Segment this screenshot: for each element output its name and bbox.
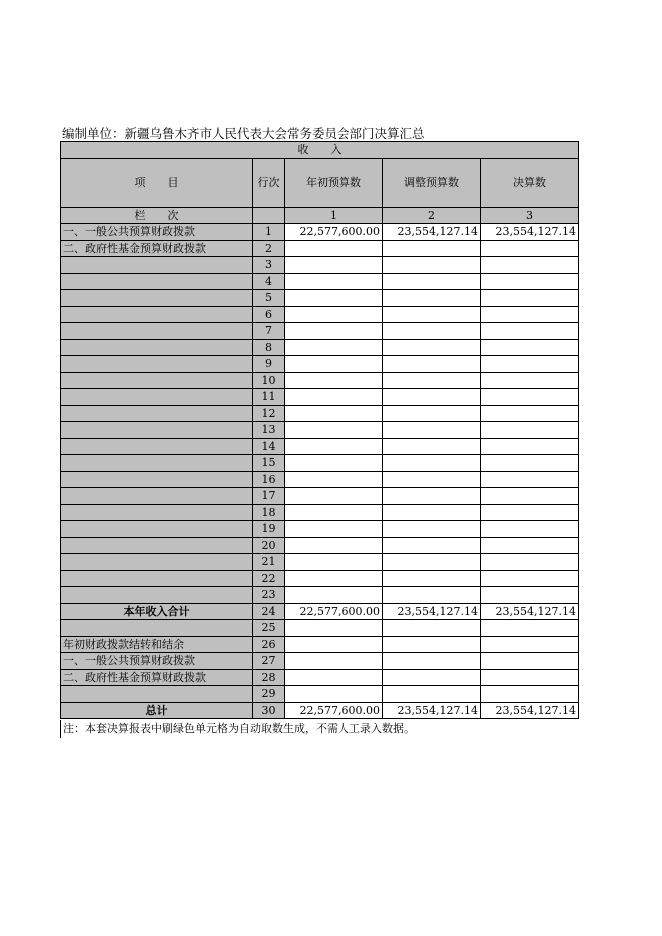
row-adjusted-budget[interactable] — [383, 273, 481, 290]
index-row-line-no — [253, 207, 285, 224]
row-adjusted-budget[interactable] — [383, 240, 481, 257]
row-adjusted-budget[interactable] — [383, 257, 481, 274]
row-initial-budget[interactable] — [285, 653, 383, 670]
row-line-no: 10 — [253, 372, 285, 389]
row-label — [61, 290, 253, 307]
table-row — [61, 240, 579, 257]
table-row — [61, 438, 579, 455]
row-line-no: 11 — [253, 389, 285, 406]
row-line-no: 3 — [253, 257, 285, 274]
row-initial-budget[interactable] — [285, 405, 383, 422]
table-row — [61, 339, 579, 356]
row-label — [61, 422, 253, 439]
row-final-account[interactable]: 23,554,127.14 — [481, 603, 579, 620]
row-label — [61, 620, 253, 637]
row-initial-budget[interactable] — [285, 504, 383, 521]
row-line-no: 17 — [253, 488, 285, 505]
reporting-unit-line: 编制单位：新疆乌鲁木齐市人民代表大会常务委员会部门决算汇总 — [62, 126, 425, 141]
row-final-account[interactable] — [481, 273, 579, 290]
section-header-income: 收 入 — [61, 142, 579, 159]
row-final-account[interactable] — [481, 587, 579, 604]
row-initial-budget[interactable] — [285, 389, 383, 406]
table-row — [61, 471, 579, 488]
header-adjusted-budget: 调整预算数 — [383, 158, 481, 207]
table-row — [61, 422, 579, 439]
row-line-no: 18 — [253, 504, 285, 521]
row-final-account[interactable] — [481, 290, 579, 307]
row-final-account[interactable] — [481, 686, 579, 703]
row-label — [61, 257, 253, 274]
row-initial-budget[interactable] — [285, 438, 383, 455]
row-adjusted-budget[interactable] — [383, 636, 481, 653]
row-label — [61, 488, 253, 505]
table-row — [61, 653, 579, 670]
row-label: 二、政府性基金预算财政拨款 — [61, 669, 253, 686]
row-label — [61, 554, 253, 571]
row-adjusted-budget[interactable] — [383, 306, 481, 323]
header-item: 项 目 — [61, 158, 253, 207]
index-row-col1: 1 — [285, 207, 383, 224]
row-final-account[interactable] — [481, 653, 579, 670]
row-initial-budget[interactable] — [285, 306, 383, 323]
row-final-account[interactable]: 23,554,127.14 — [481, 702, 579, 719]
table-row — [61, 686, 579, 703]
row-initial-budget[interactable] — [285, 356, 383, 373]
row-adjusted-budget[interactable] — [383, 323, 481, 340]
row-initial-budget[interactable] — [285, 323, 383, 340]
row-initial-budget[interactable] — [285, 620, 383, 637]
row-label — [61, 587, 253, 604]
row-initial-budget[interactable] — [285, 636, 383, 653]
index-row-col3: 3 — [481, 207, 579, 224]
row-line-no: 22 — [253, 570, 285, 587]
row-label: 一、一般公共预算财政拨款 — [61, 224, 253, 241]
row-final-account[interactable] — [481, 504, 579, 521]
row-initial-budget[interactable] — [285, 537, 383, 554]
table-row — [61, 669, 579, 686]
row-initial-budget[interactable] — [285, 257, 383, 274]
row-adjusted-budget[interactable] — [383, 405, 481, 422]
row-adjusted-budget[interactable] — [383, 570, 481, 587]
table-row — [61, 455, 579, 472]
row-label — [61, 438, 253, 455]
row-label: 年初财政拨款结转和结余 — [61, 636, 253, 653]
row-line-no: 16 — [253, 471, 285, 488]
row-adjusted-budget[interactable]: 23,554,127.14 — [383, 224, 481, 241]
row-final-account[interactable] — [481, 257, 579, 274]
row-label — [61, 471, 253, 488]
row-final-account[interactable] — [481, 669, 579, 686]
table-row — [61, 273, 579, 290]
row-initial-budget[interactable]: 22,577,600.00 — [285, 603, 383, 620]
row-label — [61, 356, 253, 373]
row-label — [61, 339, 253, 356]
row-line-no: 24 — [253, 603, 285, 620]
table-row — [61, 405, 579, 422]
row-line-no: 27 — [253, 653, 285, 670]
row-final-account[interactable] — [481, 488, 579, 505]
row-line-no: 20 — [253, 537, 285, 554]
row-line-no: 12 — [253, 405, 285, 422]
table-row — [61, 521, 579, 538]
header-line-no: 行次 — [253, 158, 285, 207]
row-adjusted-budget[interactable]: 23,554,127.14 — [383, 603, 481, 620]
row-adjusted-budget[interactable] — [383, 438, 481, 455]
row-label — [61, 389, 253, 406]
row-adjusted-budget[interactable] — [383, 669, 481, 686]
table-row — [61, 620, 579, 637]
row-line-no: 8 — [253, 339, 285, 356]
row-final-account[interactable] — [481, 438, 579, 455]
row-adjusted-budget[interactable] — [383, 471, 481, 488]
table-row — [61, 504, 579, 521]
row-initial-budget[interactable] — [285, 686, 383, 703]
row-initial-budget[interactable] — [285, 372, 383, 389]
row-line-no: 23 — [253, 587, 285, 604]
row-line-no: 5 — [253, 290, 285, 307]
index-row-col2: 2 — [383, 207, 481, 224]
row-initial-budget[interactable] — [285, 554, 383, 571]
row-label — [61, 306, 253, 323]
row-final-account[interactable] — [481, 323, 579, 340]
row-final-account[interactable] — [481, 405, 579, 422]
row-line-no: 1 — [253, 224, 285, 241]
row-initial-budget[interactable]: 22,577,600.00 — [285, 702, 383, 719]
row-final-account[interactable] — [481, 240, 579, 257]
table-row — [61, 554, 579, 571]
row-label — [61, 570, 253, 587]
footnote: 注：本套决算报表中刷绿色单元格为自动取数生成，不需人工录入数据。 — [60, 720, 415, 738]
table-row — [61, 323, 579, 340]
row-label — [61, 405, 253, 422]
row-adjusted-budget[interactable] — [383, 554, 481, 571]
row-adjusted-budget[interactable] — [383, 422, 481, 439]
row-initial-budget[interactable] — [285, 521, 383, 538]
row-final-account[interactable] — [481, 471, 579, 488]
row-final-account[interactable] — [481, 306, 579, 323]
row-adjusted-budget[interactable] — [383, 504, 481, 521]
row-adjusted-budget[interactable] — [383, 339, 481, 356]
row-adjusted-budget[interactable] — [383, 653, 481, 670]
row-label: 本年收入合计 — [61, 603, 253, 620]
row-label — [61, 537, 253, 554]
row-final-account[interactable] — [481, 455, 579, 472]
row-label — [61, 273, 253, 290]
row-initial-budget[interactable] — [285, 455, 383, 472]
row-label — [61, 455, 253, 472]
income-report-table — [60, 141, 579, 719]
row-label: 总计 — [61, 702, 253, 719]
table-row — [61, 257, 579, 274]
table-row — [61, 290, 579, 307]
index-row-label: 栏 次 — [61, 207, 253, 224]
table-row — [61, 372, 579, 389]
row-adjusted-budget[interactable]: 23,554,127.14 — [383, 702, 481, 719]
row-final-account[interactable] — [481, 636, 579, 653]
table-row — [61, 356, 579, 373]
row-label: 二、政府性基金预算财政拨款 — [61, 240, 253, 257]
row-final-account[interactable] — [481, 554, 579, 571]
table-row — [61, 488, 579, 505]
row-final-account[interactable] — [481, 339, 579, 356]
row-label — [61, 521, 253, 538]
row-line-no: 15 — [253, 455, 285, 472]
row-adjusted-budget[interactable] — [383, 537, 481, 554]
table-row — [61, 603, 579, 620]
row-line-no: 13 — [253, 422, 285, 439]
row-final-account[interactable] — [481, 389, 579, 406]
row-initial-budget[interactable] — [285, 669, 383, 686]
row-final-account[interactable] — [481, 521, 579, 538]
row-label: 一、一般公共预算财政拨款 — [61, 653, 253, 670]
row-initial-budget[interactable] — [285, 488, 383, 505]
row-line-no: 26 — [253, 636, 285, 653]
row-line-no: 2 — [253, 240, 285, 257]
report-body — [61, 142, 579, 719]
row-final-account[interactable] — [481, 620, 579, 637]
row-adjusted-budget[interactable] — [383, 455, 481, 472]
row-label — [61, 372, 253, 389]
row-initial-budget[interactable] — [285, 339, 383, 356]
row-label — [61, 323, 253, 340]
header-initial-budget: 年初预算数 — [285, 158, 383, 207]
row-adjusted-budget[interactable] — [383, 488, 481, 505]
row-adjusted-budget[interactable] — [383, 620, 481, 637]
row-adjusted-budget[interactable] — [383, 587, 481, 604]
row-final-account[interactable] — [481, 537, 579, 554]
row-line-no: 29 — [253, 686, 285, 703]
row-line-no: 30 — [253, 702, 285, 719]
row-final-account[interactable]: 23,554,127.14 — [481, 224, 579, 241]
row-final-account[interactable] — [481, 372, 579, 389]
row-adjusted-budget[interactable] — [383, 521, 481, 538]
row-line-no: 14 — [253, 438, 285, 455]
row-label — [61, 686, 253, 703]
row-initial-budget[interactable] — [285, 290, 383, 307]
row-label — [61, 504, 253, 521]
table-row — [61, 570, 579, 587]
row-initial-budget[interactable] — [285, 471, 383, 488]
row-initial-budget[interactable]: 22,577,600.00 — [285, 224, 383, 241]
row-line-no: 25 — [253, 620, 285, 637]
row-line-no: 6 — [253, 306, 285, 323]
row-initial-budget[interactable] — [285, 570, 383, 587]
row-final-account[interactable] — [481, 422, 579, 439]
table-row — [61, 702, 579, 719]
row-initial-budget[interactable] — [285, 587, 383, 604]
row-initial-budget[interactable] — [285, 273, 383, 290]
row-adjusted-budget[interactable] — [383, 290, 481, 307]
row-adjusted-budget[interactable] — [383, 389, 481, 406]
row-adjusted-budget[interactable] — [383, 686, 481, 703]
row-line-no: 7 — [253, 323, 285, 340]
row-final-account[interactable] — [481, 570, 579, 587]
row-adjusted-budget[interactable] — [383, 372, 481, 389]
table-row — [61, 537, 579, 554]
row-line-no: 9 — [253, 356, 285, 373]
row-adjusted-budget[interactable] — [383, 356, 481, 373]
row-final-account[interactable] — [481, 356, 579, 373]
table-row — [61, 306, 579, 323]
row-initial-budget[interactable] — [285, 240, 383, 257]
table-row — [61, 224, 579, 241]
row-line-no: 21 — [253, 554, 285, 571]
row-line-no: 4 — [253, 273, 285, 290]
table-row — [61, 389, 579, 406]
header-final-account: 决算数 — [481, 158, 579, 207]
table-row — [61, 587, 579, 604]
row-initial-budget[interactable] — [285, 422, 383, 439]
row-line-no: 19 — [253, 521, 285, 538]
table-row — [61, 636, 579, 653]
row-line-no: 28 — [253, 669, 285, 686]
